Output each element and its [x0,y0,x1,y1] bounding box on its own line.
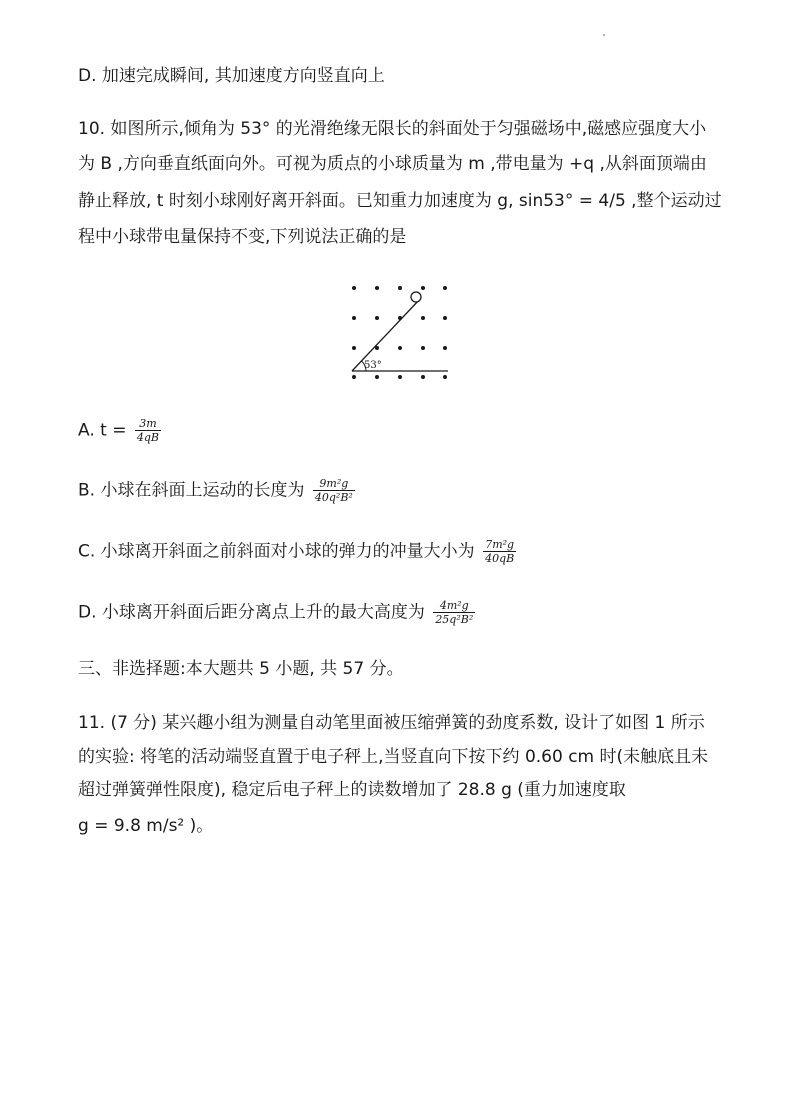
option-d-prefix: D. 小球离开斜面后距分离点上升的最大高度为 [78,602,425,623]
section-3-heading: 三、非选择题:本大题共 5 小题, 共 57 分。 [78,659,404,679]
option-a-numerator: 3m [135,417,161,431]
scan-dot [603,34,605,36]
option-b [78,477,358,504]
option-c-numerator: 7m²g [483,538,516,552]
option-c-denominator: 40qB [485,552,515,565]
q10-line-1: 10. 如图所示,倾角为 53° 的光滑绝缘无限长的斜面处于匀强磁场中,磁感应强度大小 [78,119,707,139]
option-a-prefix: A. t = [78,420,127,441]
option-b-denominator: 40q²B² [314,491,353,504]
incline-line [352,299,420,371]
option-c-prefix: C. 小球离开斜面之前斜面对小球的弹力的冲量大小为 [78,541,475,562]
option-d-previous: D. 加速完成瞬间, 其加速度方向竖直向上 [78,66,385,86]
q10-line-4: 程中小球带电量保持不变,下列说法正确的是 [78,227,407,247]
option-a-fraction [135,417,161,444]
q10-line-2: 为 B ,方向垂直纸面向外。可视为质点的小球质量为 m ,带电量为 +q ,从斜面顶端由 [78,154,707,174]
q11-line-4: g = 9.8 m/s² )。 [78,816,214,836]
option-c [78,538,519,565]
q11-line-3: 超过弹簧弹性限度), 稳定后电子秤上的读数增加了 28.8 g (重力加速度取 [78,780,626,800]
q11-line-1: 11. (7 分) 某兴趣小组为测量自动笔里面被压缩弹簧的劲度系数, 设计了如图 1 所示 [78,713,705,733]
q11-line-2: 的实验: 将笔的活动端竖直置于电子秤上,当竖直向下按下约 0.60 cm 时(未触底且未 [78,747,709,767]
option-d-denominator: 25q²B² [435,613,474,626]
small-ball [411,292,421,302]
option-b-prefix: B. 小球在斜面上运动的长度为 [78,480,305,501]
q10-line-3: 静止释放, t 时刻小球刚好离开斜面。已知重力加速度为 g, sin53° = 4/5 ,整个运动过 [78,191,722,211]
angle-label: 53° [364,360,382,371]
option-b-fraction [313,477,355,504]
incline-magnetic-field-figure [340,278,460,384]
option-c-fraction [483,538,516,565]
option-a [78,417,164,444]
option-d [78,599,478,626]
option-d-fraction [433,599,475,626]
option-a-denominator: 4qB [136,431,159,444]
option-b-numerator: 9m²g [313,477,355,491]
option-d-numerator: 4m²g [433,599,475,613]
